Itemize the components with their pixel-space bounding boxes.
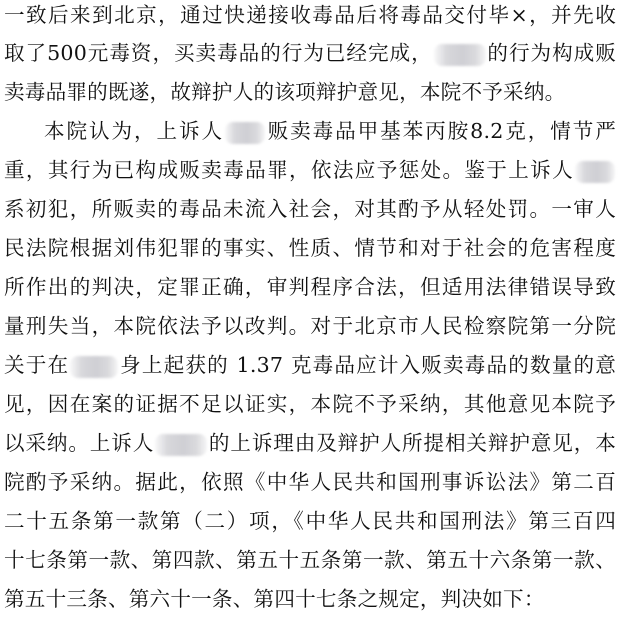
text-line-11: 见，因在案的证据不足以证实，本院不予采纳，其他意见本院予 [4,392,616,416]
text-line-12: 以采纳。上诉人 的上诉理由及辩护人所提相关辩护意见，本 [4,431,616,455]
text-line-2: 取了500元毒资，买卖毒品的行为已经完成， 的行为构成贩 [4,41,617,65]
text-line-5: 重，其行为已构成贩卖毒品罪，依法应予惩处。鉴于上诉人 [4,155,616,185]
text-line-10: 关于在 身上起获的 1.37 克毒品应计入贩卖毒品的数量的意 [4,353,616,377]
text-line-8: 所作出的判决，定罪正确，审判程序合法，但适用法律错误导致 [4,275,616,299]
text-line-9: 量刑失当，本院依法予以改判。对于北京市人民检察院第一分院 [4,314,616,338]
text-line-13: 院酌予采纳。据此，依照《中华人民共和国刑事诉讼法》第二百 [4,470,616,494]
text-line-7: 民法院根据刘伟犯罪的事实、性质、情节和对于社会的危害程度 [4,236,616,260]
text-line-4: 本院认为，上诉人 贩卖毒品甲基苯丙胺8.2克，情节严 [44,119,616,143]
redacted-name [70,356,118,378]
redacted-name [434,44,486,66]
redacted-name [155,434,207,456]
redacted-name [225,122,265,144]
text-line-6: 系初犯，所贩卖的毒品未流入社会，对其酌予从轻处罚。一审人 [4,197,616,221]
text-line-3: 卖毒品罪的既遂，故辩护人的该项辩护意见，本院不予采纳。 [4,80,566,104]
text-line-15: 十七条第一款、第四款、第五十五条第一款、第五十六条第一款、 [4,548,616,572]
text-line-1: 一致后来到北京，通过快递接收毒品后将毒品交付毕×，并先收 [4,3,616,27]
redacted-name [575,161,615,183]
text-line-14: 二十五条第一款第（二）项，《中华人民共和国刑法》第三百四 [4,509,616,533]
text-line-16: 第五十三条、第六十一条、第四十七条之规定，判决如下： [4,587,545,611]
